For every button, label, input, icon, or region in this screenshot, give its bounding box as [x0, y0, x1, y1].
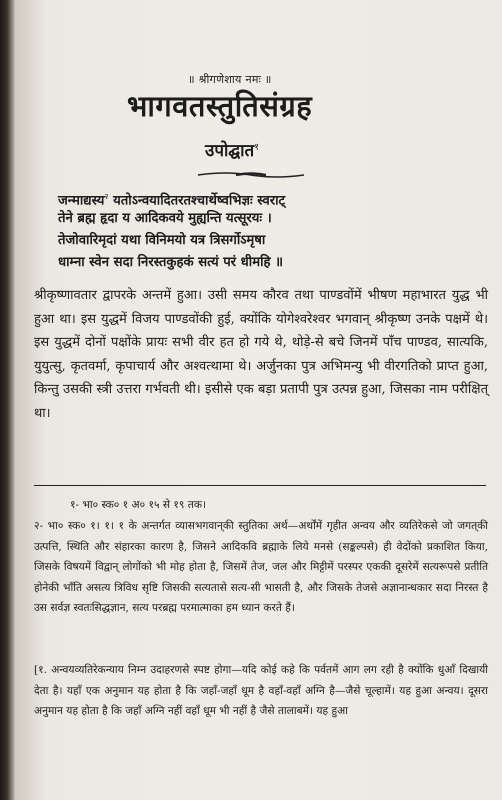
footnote-3: [१. अन्वयव्यतिरेकन्याय निम्न उदाहरणसे स्पष्ट होगा—यदि कोई कहे कि पर्वतमें आग लग रही है क्योंकि धुआँ दिखायी देता है। यहाँ एक अनुमान यह होता है कि जहाँ-जहाँ धूम है वहाँ-वहाँ अग्नि है—जैसे चूल्हामें। यह हुआ अन्वय। दूसरा अनुमान यह होता है कि जहाँ अग्नि नहीं वहाँ धूम भी नहीं है जैसे तालाबमें। यह हुआ	[34, 664, 488, 718]
book-spine-shadow	[0, 0, 16, 800]
verse-line-1-end: यतोऽन्वयादितरतश्चार्थेष्वभिज्ञः स्वराट्	[108, 193, 286, 209]
body-paragraph: श्रीकृष्णावतार द्वापरके अन्तमें हुआ। उसी समय कौरव तथा पाण्डवोंमें भीषण महाभारत युद्ध भी हुआ था। इस युद्धमें विजय पाण्डवोंकी हुई, क्योंकि योगेश्वरेश्वर भगवान् श्रीकृष्ण उनके पक्षमें थे। इस युद्धमें दोनों पक्षोंके प्रायः सभी वीर हत हो गये थे, थोड़े-से बचे जिनमें पाँच पाण्डव, सात्यकि, युयुत्सु, कृतवर्मा, कृपाचार्य और अश्वत्थामा थे। अर्जुनका पुत्र अभिमन्यु भी वीरगतिको प्राप्त हुआ, किन्तु उसकी स्त्री उत्तरा गर्भवती थी। इसीसे एक बड़ा प्रतापी पुत्र उत्पन्न हुआ, जिसका नाम परीक्षित् था।	[34, 288, 488, 421]
page-title: भागवतस्तुतिसंग्रह	[127, 89, 313, 123]
subtitle-footnote-mark: १	[254, 142, 259, 153]
verse-line-1-start: जन्माद्यस्य	[58, 193, 105, 209]
footnote-1: १- भा० स्क० १ अ० १५ से १९ तक।	[70, 499, 206, 511]
verse-line-4: धाम्ना स्वेन सदा निरस्तकुहकं सत्यं परं धीमहि ॥	[58, 255, 283, 270]
verse-line-3: तेजोवारिमृदां यथा विनिमयो यत्र त्रिसर्गोऽमृषा	[58, 233, 266, 248]
subtitle-text: उपोद्घात	[205, 141, 255, 161]
footnote-separator	[34, 485, 486, 486]
section-subtitle	[205, 138, 259, 161]
footnote-2: २- भा० स्क० १। १। १ के अन्तर्गत व्यासभगवान्‌की स्तुतिका अर्थ—अर्थोंमें गृहीत अन्वय और व्यतिरेकसे जो जगत्‌की उत्पत्ति, स्थिति और संहारका कारण है, जिसने आदिकवि ब्रह्माके लिये मनसे (सङ्कल्पसे) ही वेदोंको प्रकाशित किया, जिसके विषयमें विद्वान् लोगोंको भी मोह होता है, जिसमें तेज, जल और मिट्टीमें परस्पर एककी दूसरेमें सत्यरूपसे प्रतीति होनेकी भाँति असत्य त्रिविध सृष्टि जिसकी सत्यतासे सत्य-सी भासती है, और जिसके तेजसे अज्ञानान्धकार सदा निरस्त है उस सर्वज्ञ स्वतःसिद्धज्ञान, सत्य परब्रह्म परमात्माका हम ध्यान करते हैं।	[34, 520, 488, 615]
verse-footnote-mark: २	[104, 192, 109, 201]
invocation: ॥ श्रीगणेशाय नमः ॥	[188, 73, 272, 86]
verse-line-2: तेने ब्रह्म हृदा य आदिकवये मुह्यन्ति यत्सूरयः ।	[58, 211, 272, 226]
ornament-divider	[196, 170, 306, 180]
